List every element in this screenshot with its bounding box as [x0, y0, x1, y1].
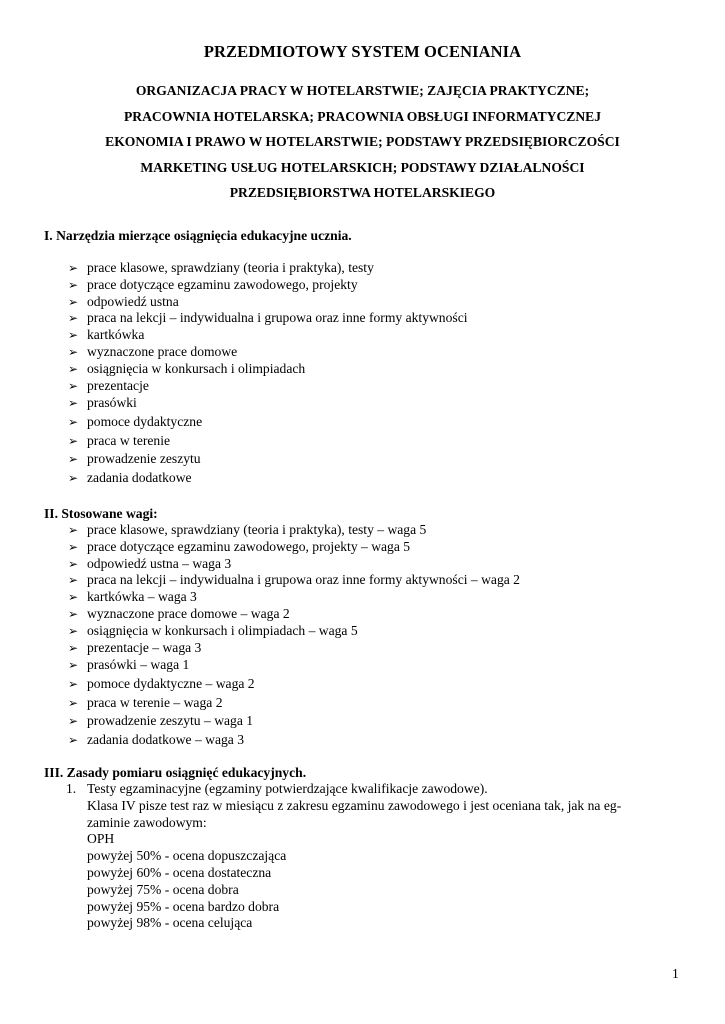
arrow-bullet-icon: ➢: [68, 606, 79, 621]
arrow-bullet-icon: ➢: [68, 277, 79, 292]
arrow-bullet-icon: ➢: [68, 676, 79, 691]
section-3-heading: III. Zasady pomiaru osiągnięć edukacyjnych.: [44, 765, 307, 780]
subtitle-line: EKONOMIA I PRAWO W HOTELARSTWIE; PODSTAWY PRZEDSIĘBIORCZOŚCI: [105, 134, 620, 150]
section-2-heading: II. Stosowane wagi:: [44, 506, 158, 521]
arrow-bullet-icon: ➢: [68, 328, 79, 343]
page-title: PRZEDMIOTOWY SYSTEM OCENIANIA: [203, 42, 522, 61]
list-item: ➢ praca w terenie – waga 2: [68, 694, 520, 713]
list-item: ➢ zadania dodatkowe: [68, 469, 468, 488]
subject-list: [0, 78, 725, 206]
arrow-bullet-icon: ➢: [68, 261, 79, 275]
arrow-bullet-icon: ➢: [68, 695, 79, 710]
arrow-bullet-icon: ➢: [68, 344, 79, 359]
arrow-bullet-icon: ➢: [68, 523, 79, 537]
list-item: ➢ praca w terenie: [68, 432, 468, 451]
page-number: 1: [672, 966, 679, 981]
text-line: powyżej 98% - ocena celująca: [87, 915, 253, 931]
list-item: ➢ osiągnięcia w konkursach i olimpiadach: [68, 360, 306, 376]
section-1-heading: I. Narzędzia mierzące osiągnięcia edukacyjne ucznia.: [44, 228, 352, 243]
arrow-bullet-icon: ➢: [68, 539, 79, 554]
section-2-list: [68, 522, 520, 749]
list-item: ➢ prace dotyczące egzaminu zawodowego, projekty: [68, 276, 358, 292]
section-3-item: [87, 781, 687, 932]
arrow-bullet-icon: ➢: [68, 623, 79, 638]
list-item: ➢ prezentacje – waga 3: [68, 639, 202, 655]
text-line: Testy egzaminacyjne (egzaminy potwierdzające kwalifikacje zawodowe).: [87, 781, 488, 796]
list-item: ➢ kartkówka: [68, 327, 145, 343]
arrow-bullet-icon: ➢: [68, 396, 79, 411]
list-item: ➢ odpowiedź ustna: [68, 293, 179, 309]
subtitle-line: PRZEDSIĘBIORSTWA HOTELARSKIEGO: [229, 185, 496, 201]
list-item: ➢ prezentacje: [68, 377, 149, 393]
subtitle-line: MARKETING USŁUG HOTELARSKICH; PODSTAWY DZIAŁALNOŚCI: [140, 159, 585, 175]
subtitle-line: PRACOWNIA HOTELARSKA; PRACOWNIA OBSŁUGI INFORMATYCZNEJ: [123, 108, 602, 124]
list-item: ➢ kartkówka – waga 3: [68, 589, 197, 605]
text-line: zaminie zawodowym:: [87, 814, 207, 830]
arrow-bullet-icon: ➢: [68, 732, 79, 747]
list-item: ➢ osiągnięcia w konkursach i olimpiadach – waga 5: [68, 622, 358, 638]
subtitle-line: ORGANIZACJA PRACY W HOTELARSTWIE; ZAJĘCIA PRAKTYCZNE;: [135, 83, 590, 98]
list-item: ➢ prasówki – waga 1: [68, 656, 520, 675]
arrow-bullet-icon: ➢: [68, 294, 79, 309]
arrow-bullet-icon: ➢: [68, 414, 79, 429]
list-item: ➢ pomoce dydaktyczne – waga 2: [68, 675, 520, 694]
list-number: 1.: [66, 781, 77, 796]
text-line: powyżej 50% - ocena dopuszczająca: [87, 848, 287, 864]
arrow-bullet-icon: ➢: [68, 590, 79, 605]
list-item: ➢ pomoce dydaktyczne: [68, 413, 468, 432]
text-line: powyżej 60% - ocena dostateczna: [87, 864, 272, 880]
arrow-bullet-icon: ➢: [68, 658, 79, 673]
arrow-bullet-icon: ➢: [68, 378, 79, 393]
list-item: ➢ wyznaczone prace domowe – waga 2: [68, 605, 290, 621]
arrow-bullet-icon: ➢: [68, 452, 79, 467]
arrow-bullet-icon: ➢: [68, 573, 79, 588]
list-item: ➢ praca na lekcji – indywidualna i grupowa oraz inne formy aktywności – waga 2: [68, 572, 520, 588]
list-item: ➢ prace klasowe, sprawdziany (teoria i praktyka), testy: [68, 260, 374, 275]
section-1-list: [68, 260, 468, 487]
text-line: powyżej 95% - ocena bardzo dobra: [87, 898, 280, 914]
text-line: OPH: [87, 831, 115, 847]
arrow-bullet-icon: ➢: [68, 556, 79, 571]
list-item: ➢ praca na lekcji – indywidualna i grupowa oraz inne formy aktywności: [68, 310, 468, 326]
list-item: ➢ prowadzenie zeszytu: [68, 450, 468, 469]
list-item: ➢ prasówki: [68, 394, 468, 413]
arrow-bullet-icon: ➢: [68, 311, 79, 326]
text-line: powyżej 75% - ocena dobra: [87, 881, 239, 897]
text-line: Klasa IV pisze test raz w miesiącu z zakresu egzaminu zawodowego i jest oceniana tak, jak na eg-: [87, 797, 622, 813]
list-item: ➢ prace klasowe, sprawdziany (teoria i praktyka), testy – waga 5: [68, 522, 427, 537]
list-item: ➢ prace dotyczące egzaminu zawodowego, projekty – waga 5: [68, 538, 411, 554]
list-item: ➢ wyznaczone prace domowe: [68, 343, 238, 359]
arrow-bullet-icon: ➢: [68, 361, 79, 376]
arrow-bullet-icon: ➢: [68, 714, 79, 729]
arrow-bullet-icon: ➢: [68, 470, 79, 485]
list-item: ➢ zadania dodatkowe – waga 3: [68, 731, 520, 750]
list-item: ➢ odpowiedź ustna – waga 3: [68, 555, 232, 571]
list-item: ➢ prowadzenie zeszytu – waga 1: [68, 712, 520, 731]
arrow-bullet-icon: ➢: [68, 640, 79, 655]
arrow-bullet-icon: ➢: [68, 433, 79, 448]
